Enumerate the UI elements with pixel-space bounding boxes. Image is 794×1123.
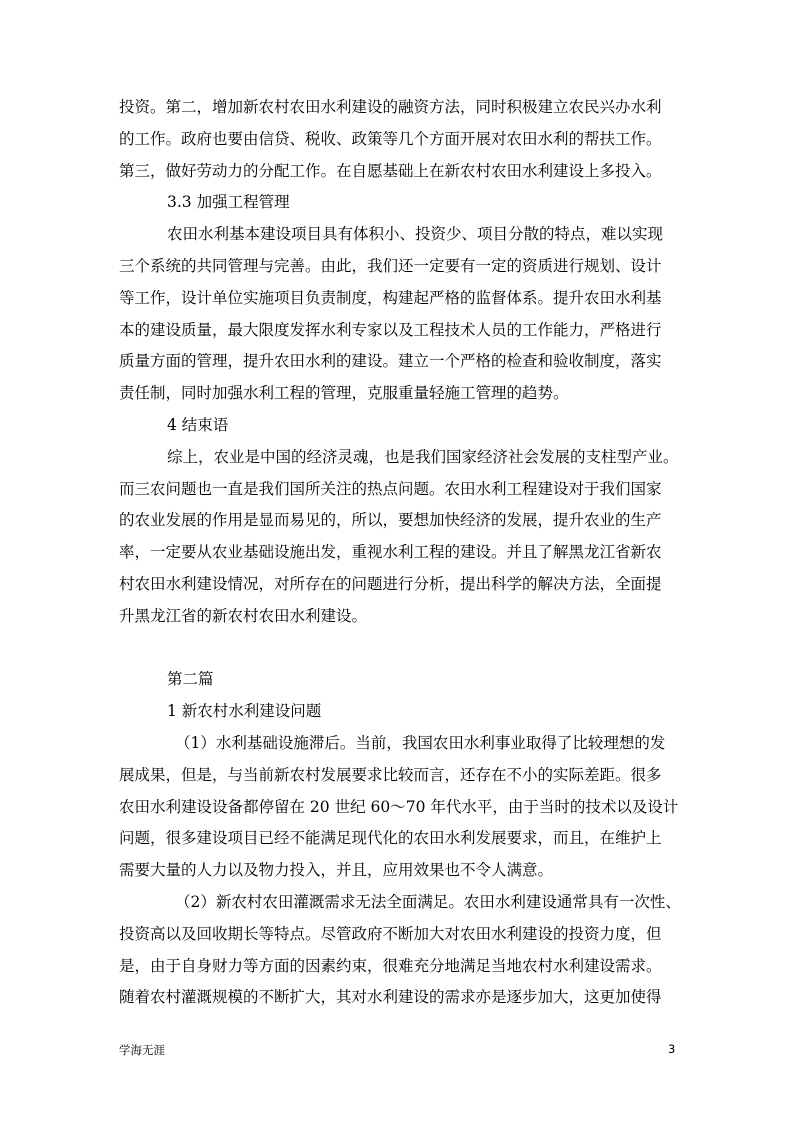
text-line: 率，一定要从农业基础设施出发，重视水利工程的建设。并且了解黑龙江省新农 bbox=[119, 543, 662, 562]
text-line: 本的建设质量，最大限度发挥水利专家以及工程技术人员的工作能力，严格进行 bbox=[119, 320, 662, 339]
text-line: 的农业发展的作用是显而易见的，所以，要想加快经济的发展，提升农业的生产 bbox=[119, 511, 662, 530]
section-heading-4: 4 结束语 bbox=[167, 415, 229, 434]
text-line: （2）新农村农田灌溉需求无法全面满足。农田水利建设通常具有一次性、 bbox=[175, 892, 681, 911]
text-line: 升黑龙江省的新农村农田水利建设。 bbox=[119, 606, 368, 625]
section-heading-1: 1 新农村水利建设问题 bbox=[167, 702, 322, 721]
document-body bbox=[119, 92, 687, 1014]
text-line: 责任制，同时加强水利工程的管理，克服重量轻施工管理的趋势。 bbox=[119, 384, 569, 403]
blank-line bbox=[119, 633, 687, 665]
text-line: 综上，农业是中国的经济灵魂，也是我们国家经济社会发展的支柱型产业。 bbox=[167, 447, 679, 466]
text-line: 投资。第二，增加新农村农田水利建设的融资方法，同时积极建立农民兴办水利 bbox=[119, 98, 662, 116]
text-line: 等工作，设计单位实施项目负责制度，构建起严格的监督体系。提升农田水利基 bbox=[119, 288, 662, 307]
text-line: 质量方面的管理，提升农田水利的建设。建立一个严格的检查和验收制度，落实 bbox=[119, 352, 662, 371]
text-line: 需要大量的人力以及物力投入，并且，应用效果也不令人满意。 bbox=[119, 861, 554, 880]
text-line: 是，由于自身财力等方面的因素约束，很难充分地满足当地农村水利建设需求。 bbox=[119, 956, 662, 975]
text-line: 农田水利建设设备都停留在 20 世纪 60～70 年代水平，由于当时的技术以及设计 bbox=[119, 797, 679, 816]
text-line: 村农田水利建设情况，对所存在的问题进行分析，提出科学的解决方法，全面提 bbox=[119, 574, 662, 593]
text-line: 的工作。政府也要由信贷、税收、政策等几个方面开展对农田水利的帮扶工作。 bbox=[119, 129, 662, 148]
section-heading-3-3: 3.3 加强工程管理 bbox=[167, 193, 290, 212]
text-line: （1）水利基础设施滞后。当前，我国农田水利事业取得了比较理想的发 bbox=[175, 733, 666, 752]
footer-motto: 学海无涯 bbox=[119, 1043, 165, 1057]
text-line: 三个系统的共同管理与完善。由此，我们还一定要有一定的资质进行规划、设计 bbox=[119, 256, 662, 275]
text-line: 展成果，但是，与当前新农村发展要求比较而言，还存在不小的实际差距。很多 bbox=[119, 765, 662, 784]
text-line: 投资高以及回收期长等特点。尽管政府不断加大对农田水利建设的投资力度，但 bbox=[119, 924, 662, 943]
text-line: 第三，做好劳动力的分配工作。在自愿基础上在新农村农田水利建设上多投入。 bbox=[119, 161, 662, 180]
text-line: 农田水利基本建设项目具有体积小、投资少、项目分散的特点，难以实现 bbox=[167, 225, 664, 244]
text-line: 而三农问题也一直是我们国所关注的热点问题。农田水利工程建设对于我们国家 bbox=[119, 479, 662, 498]
text-line: 随着农村灌溉规模的不断扩大，其对水利建设的需求亦是逐步加大，这更加使得 bbox=[119, 988, 662, 1007]
page-number: 3 bbox=[668, 1042, 676, 1056]
part-title: 第二篇 bbox=[167, 670, 214, 689]
text-line: 问题，很多建设项目已经不能满足现代化的农田水利发展要求，而且，在维护上 bbox=[119, 829, 662, 848]
